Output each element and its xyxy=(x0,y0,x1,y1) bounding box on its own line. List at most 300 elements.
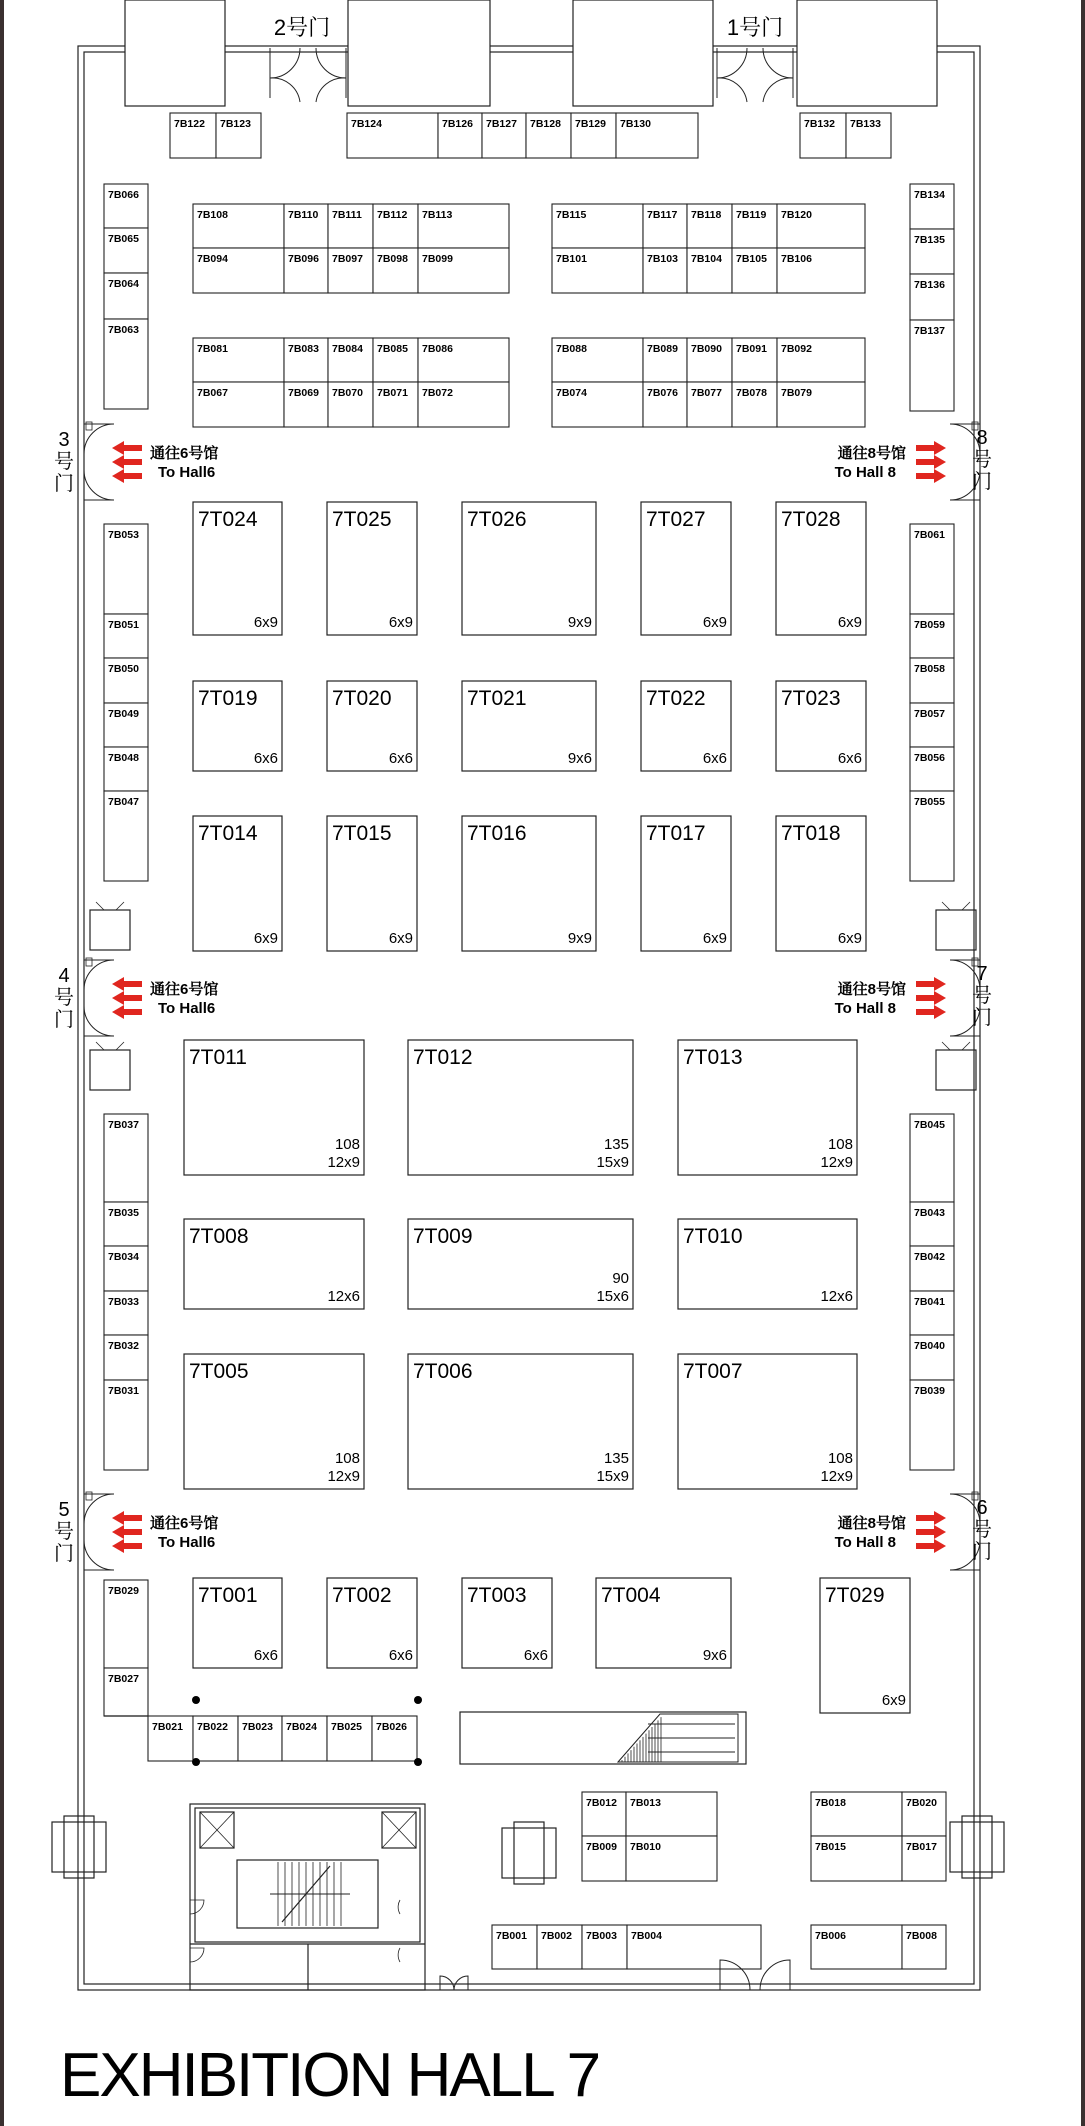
booth-7B055[interactable] xyxy=(910,791,954,881)
booth-label: 7B134 xyxy=(914,189,945,201)
booth-7T028[interactable] xyxy=(776,502,866,635)
booth-7T014[interactable] xyxy=(193,816,282,951)
booth-id: 7T027 xyxy=(646,508,706,531)
booth-label: 7B008 xyxy=(906,1930,937,1942)
svg-text:门: 门 xyxy=(972,471,992,493)
booth-size: 6x9 xyxy=(253,930,278,947)
booth-7B096[interactable] xyxy=(284,248,328,293)
booth-7B048[interactable] xyxy=(104,747,148,791)
booth-label: 7B101 xyxy=(556,253,587,265)
booth-7B059[interactable] xyxy=(910,614,954,658)
booth-size: 15x9 xyxy=(596,1154,629,1171)
booth-7B113[interactable] xyxy=(418,204,509,248)
booth-size: 6x9 xyxy=(702,930,727,947)
booth-label: 7B057 xyxy=(914,708,945,720)
booth-7T029[interactable] xyxy=(820,1578,910,1713)
booth-7B106[interactable] xyxy=(777,248,865,293)
booth-label: 7B001 xyxy=(496,1930,527,1942)
booth-7B045[interactable] xyxy=(910,1114,954,1202)
booth-7T023[interactable] xyxy=(776,681,866,771)
booth-7B094[interactable] xyxy=(193,248,284,293)
booth-label: 7B127 xyxy=(486,118,517,130)
svg-text:门: 门 xyxy=(54,1543,74,1565)
hall-title: EXHIBITION HALL 7 xyxy=(60,2041,600,2110)
booth-7B077[interactable] xyxy=(687,382,732,427)
escalator-icon xyxy=(618,1714,738,1762)
booth-7B110[interactable] xyxy=(284,204,328,248)
booth-7T025[interactable] xyxy=(327,502,417,635)
booth-7B033[interactable] xyxy=(104,1291,148,1335)
booth-7B074[interactable] xyxy=(552,382,643,427)
booth-7B119[interactable] xyxy=(732,204,777,248)
door-mark xyxy=(96,1042,104,1050)
door-1-label: 1号门 xyxy=(726,15,784,40)
booth-7B104[interactable] xyxy=(687,248,732,293)
booth-7T017[interactable] xyxy=(641,816,731,951)
booth-label: 7B090 xyxy=(691,343,722,355)
booth-7B126[interactable] xyxy=(438,113,482,158)
booth-7T006[interactable] xyxy=(408,1354,633,1489)
booth-size: 12x9 xyxy=(820,1468,853,1485)
booth-label: 7B055 xyxy=(914,796,945,808)
booth-7B076[interactable] xyxy=(643,382,687,427)
booth-7B084[interactable] xyxy=(328,338,373,382)
booth-size: 6x9 xyxy=(388,614,413,631)
booth-size: 9x9 xyxy=(567,930,592,947)
booth-7B061[interactable] xyxy=(910,524,954,614)
booth-label: 7B023 xyxy=(242,1721,273,1733)
booth-7B058[interactable] xyxy=(910,658,954,703)
booth-7B053[interactable] xyxy=(104,524,148,614)
booth-label: 7B112 xyxy=(377,209,408,221)
booth-label: 7B035 xyxy=(108,1207,139,1219)
booth-size: 6x9 xyxy=(388,930,413,947)
booth-7T007[interactable] xyxy=(678,1354,857,1489)
booth-7B101[interactable] xyxy=(552,248,643,293)
service-box xyxy=(90,910,130,950)
booth-7B117[interactable] xyxy=(643,204,687,248)
booth-label: 7B076 xyxy=(647,387,678,399)
booth-7T018[interactable] xyxy=(776,816,866,951)
door-arc xyxy=(398,1948,400,1962)
booth-label: 7B108 xyxy=(197,209,228,221)
booth-size: 12x9 xyxy=(327,1468,360,1485)
booth-id: 7T025 xyxy=(332,508,392,531)
entry-box xyxy=(502,1828,556,1878)
booth-label: 7B049 xyxy=(108,708,139,720)
booth-label: 7B042 xyxy=(914,1251,945,1263)
booth-7T019[interactable] xyxy=(193,681,282,771)
svg-text:8: 8 xyxy=(976,427,988,449)
booth-size: 6x6 xyxy=(523,1647,548,1664)
booth-7T005[interactable] xyxy=(184,1354,364,1489)
booth-label: 7B067 xyxy=(197,387,228,399)
booth-7B042[interactable] xyxy=(910,1246,954,1291)
svg-text:门: 门 xyxy=(972,1007,992,1029)
booth-label: 7B133 xyxy=(850,118,881,130)
booth-label: 7B117 xyxy=(647,209,678,221)
booth-7B025[interactable] xyxy=(327,1716,372,1761)
booth-7B013[interactable] xyxy=(626,1792,717,1836)
service-box xyxy=(90,1050,130,1090)
booth-7B035[interactable] xyxy=(104,1202,148,1246)
booth-size: 12x6 xyxy=(820,1288,853,1305)
booth-7B008[interactable] xyxy=(902,1925,946,1969)
booth-7B027[interactable] xyxy=(104,1668,148,1716)
to-hall8-cn: 通往8号馆 xyxy=(837,445,906,462)
booth-label: 7B126 xyxy=(442,118,473,130)
booth-7B091[interactable] xyxy=(732,338,777,382)
booth-7B067[interactable] xyxy=(193,382,284,427)
booth-label: 7B010 xyxy=(630,1841,661,1853)
booth-7B124[interactable] xyxy=(347,113,438,158)
svg-text:号: 号 xyxy=(54,1521,74,1543)
booth-id: 7T020 xyxy=(332,687,392,710)
booth-7B023[interactable] xyxy=(238,1716,282,1761)
booth-7T008[interactable] xyxy=(184,1219,364,1309)
booth-label: 7B025 xyxy=(331,1721,362,1733)
booth-id: 7T026 xyxy=(467,508,527,531)
booth-7B127[interactable] xyxy=(482,113,526,158)
booth-id: 7T001 xyxy=(198,1584,258,1607)
booth-7B032[interactable] xyxy=(104,1335,148,1380)
booth-label: 7B066 xyxy=(108,189,139,201)
booth-label: 7B003 xyxy=(586,1930,617,1942)
booth-7B105[interactable] xyxy=(732,248,777,293)
svg-text:门: 门 xyxy=(972,1541,992,1563)
booth-id: 7T028 xyxy=(781,508,841,531)
svg-text:3: 3 xyxy=(58,429,70,451)
booth-size: 6x6 xyxy=(253,750,278,767)
booth-7B122[interactable] xyxy=(170,113,216,158)
booth-label: 7B034 xyxy=(108,1251,139,1263)
booth-7B092[interactable] xyxy=(777,338,865,382)
booth-7B026[interactable] xyxy=(372,1716,417,1761)
booth-7B081[interactable] xyxy=(193,338,284,382)
booth-7B031[interactable] xyxy=(104,1380,148,1470)
booth-7B020[interactable] xyxy=(902,1792,946,1836)
svg-text:号: 号 xyxy=(972,449,992,471)
booth-7B001[interactable] xyxy=(492,1925,537,1969)
booth-size: 15x6 xyxy=(596,1288,629,1305)
booth-id: 7T006 xyxy=(413,1360,473,1383)
booth-id: 7T010 xyxy=(683,1225,743,1248)
arrow-to-hall8 xyxy=(916,977,946,1019)
booth-7B088[interactable] xyxy=(552,338,643,382)
booth-7B135[interactable] xyxy=(910,229,954,274)
booth-7B097[interactable] xyxy=(328,248,373,293)
booth-label: 7B064 xyxy=(108,278,139,290)
booth-7B015[interactable] xyxy=(811,1836,902,1881)
booth-size: 6x9 xyxy=(837,614,862,631)
booth-label: 7B065 xyxy=(108,233,139,245)
booth-7B089[interactable] xyxy=(643,338,687,382)
booth-label: 7B106 xyxy=(781,253,812,265)
booth-7B003[interactable] xyxy=(582,1925,627,1969)
column-dot xyxy=(414,1696,422,1704)
booth-7B012[interactable] xyxy=(582,1792,626,1836)
booth-7B085[interactable] xyxy=(373,338,418,382)
booth-7B090[interactable] xyxy=(687,338,732,382)
entry-box-inner xyxy=(962,1816,992,1878)
booth-id: 7T013 xyxy=(683,1046,743,1069)
booth-7B120[interactable] xyxy=(777,204,865,248)
booth-7B115[interactable] xyxy=(552,204,643,248)
stair-core-inner xyxy=(195,1808,420,1942)
svg-text:号: 号 xyxy=(972,1519,992,1541)
to-hall6-en: To Hall6 xyxy=(158,1000,216,1017)
booth-7B004[interactable] xyxy=(627,1925,761,1969)
to-hall6-cn: 通往6号馆 xyxy=(150,981,219,998)
booth-7B002[interactable] xyxy=(537,1925,582,1969)
booth-7B112[interactable] xyxy=(373,204,418,248)
booth-7B083[interactable] xyxy=(284,338,328,382)
booth-size: 9x9 xyxy=(567,614,592,631)
booth-id: 7T003 xyxy=(467,1584,527,1607)
booth-7B132[interactable] xyxy=(800,113,846,158)
booth-7B134[interactable] xyxy=(910,184,954,229)
booth-7B069[interactable] xyxy=(284,382,328,427)
booth-id: 7T002 xyxy=(332,1584,392,1607)
booth-7B022[interactable] xyxy=(193,1716,238,1761)
booth-area: 108 xyxy=(827,1450,853,1467)
door-arc xyxy=(398,1900,400,1914)
booth-label: 7B061 xyxy=(914,529,945,541)
booth-label: 7B105 xyxy=(736,253,767,265)
booth-7B070[interactable] xyxy=(328,382,373,427)
booth-label: 7B098 xyxy=(377,253,408,265)
booth-label: 7B017 xyxy=(906,1841,937,1853)
door-mark xyxy=(116,902,124,910)
booth-7B047[interactable] xyxy=(104,791,148,881)
booth-7T010[interactable] xyxy=(678,1219,857,1309)
booth-7B078[interactable] xyxy=(732,382,777,427)
booth-label: 7B070 xyxy=(332,387,363,399)
to-hall8-en: To Hall 8 xyxy=(834,1000,896,1017)
booth-7B118[interactable] xyxy=(687,204,732,248)
booth-label: 7B037 xyxy=(108,1119,139,1131)
to-hall8-en: To Hall 8 xyxy=(834,464,896,481)
arrow-to-hall6 xyxy=(112,977,142,1019)
service-box xyxy=(936,1050,976,1090)
booth-7B034[interactable] xyxy=(104,1246,148,1291)
door-2-swing xyxy=(270,48,346,102)
booth-id: 7T029 xyxy=(825,1584,885,1607)
booth-7B108[interactable] xyxy=(193,204,284,248)
booth-7B057[interactable] xyxy=(910,703,954,747)
booth-area: 135 xyxy=(603,1450,629,1467)
booth-7T004[interactable] xyxy=(596,1578,731,1668)
booth-7B130[interactable] xyxy=(616,113,698,158)
door-mark xyxy=(962,902,970,910)
booth-id: 7T016 xyxy=(467,822,527,845)
booth-id: 7T008 xyxy=(189,1225,249,1248)
booth-id: 7T005 xyxy=(189,1360,249,1383)
booth-7T015[interactable] xyxy=(327,816,417,951)
booth-7B123[interactable] xyxy=(216,113,261,158)
booth-7B050[interactable] xyxy=(104,658,148,703)
booth-7B128[interactable] xyxy=(526,113,571,158)
booth-id: 7T018 xyxy=(781,822,841,845)
booth-label: 7B058 xyxy=(914,663,945,675)
booth-7T012[interactable] xyxy=(408,1040,633,1175)
to-hall6-en: To Hall6 xyxy=(158,464,216,481)
booth-7B099[interactable] xyxy=(418,248,509,293)
booth-id: 7T012 xyxy=(413,1046,473,1069)
booth-7B018[interactable] xyxy=(811,1792,902,1836)
svg-text:号: 号 xyxy=(972,985,992,1007)
staircase-icon xyxy=(270,1862,350,1926)
booth-label: 7B122 xyxy=(174,118,205,130)
booth-7B136[interactable] xyxy=(910,274,954,320)
booth-7B063[interactable] xyxy=(104,319,148,409)
svg-text:7: 7 xyxy=(976,963,988,985)
booth-7B049[interactable] xyxy=(104,703,148,747)
booth-7B065[interactable] xyxy=(104,228,148,273)
booth-7B039[interactable] xyxy=(910,1380,954,1470)
booth-label: 7B083 xyxy=(288,343,319,355)
door-arc xyxy=(190,1900,204,1914)
booth-area: 90 xyxy=(612,1270,629,1287)
door-mark xyxy=(116,1042,124,1050)
booth-label: 7B026 xyxy=(376,1721,407,1733)
booth-label: 7B119 xyxy=(736,209,767,221)
entry-box-inner xyxy=(514,1822,544,1884)
booth-size: 6x6 xyxy=(253,1647,278,1664)
booth-7B071[interactable] xyxy=(373,382,418,427)
booth-7T021[interactable] xyxy=(462,681,596,771)
booth-size: 15x9 xyxy=(596,1468,629,1485)
booth-label: 7B063 xyxy=(108,324,139,336)
booth-7B009[interactable] xyxy=(582,1836,626,1881)
booth-7T011[interactable] xyxy=(184,1040,364,1175)
entry-box xyxy=(52,1822,106,1872)
door-2-label: 2号门 xyxy=(273,15,331,40)
booth-7B010[interactable] xyxy=(626,1836,717,1881)
booth-7B040[interactable] xyxy=(910,1335,954,1380)
svg-text:4: 4 xyxy=(58,965,70,987)
entrance-block xyxy=(125,0,225,106)
door-mark xyxy=(962,1042,970,1050)
booth-size: 12x6 xyxy=(327,1288,360,1305)
booth-label: 7B022 xyxy=(197,1721,228,1733)
booth-7B098[interactable] xyxy=(373,248,418,293)
booth-label: 7B032 xyxy=(108,1340,139,1352)
booth-7T027[interactable] xyxy=(641,502,731,635)
booth-label: 7B078 xyxy=(736,387,767,399)
booth-area: 108 xyxy=(827,1136,853,1153)
entrance-block xyxy=(573,0,713,106)
booth-7B133[interactable] xyxy=(846,113,891,158)
booth-7B017[interactable] xyxy=(902,1836,946,1881)
booth-7T026[interactable] xyxy=(462,502,596,635)
door-3-swing xyxy=(84,422,114,502)
booth-label: 7B136 xyxy=(914,279,945,291)
booth-label: 7B077 xyxy=(691,387,722,399)
booth-7T001[interactable] xyxy=(193,1578,282,1668)
booth-label: 7B041 xyxy=(914,1296,945,1308)
booth-label: 7B088 xyxy=(556,343,587,355)
booth-label: 7B047 xyxy=(108,796,139,808)
booth-7B043[interactable] xyxy=(910,1202,954,1246)
booth-7T013[interactable] xyxy=(678,1040,857,1175)
service-box xyxy=(936,910,976,950)
booth-7B041[interactable] xyxy=(910,1291,954,1335)
booth-label: 7B018 xyxy=(815,1797,846,1809)
booth-label: 7B053 xyxy=(108,529,139,541)
booth-7T020[interactable] xyxy=(327,681,417,771)
booth-7B066[interactable] xyxy=(104,184,148,228)
entry-box-inner xyxy=(64,1816,94,1878)
to-hall6-en: To Hall6 xyxy=(158,1534,216,1551)
arrow-to-hall6 xyxy=(112,1511,142,1553)
door-3-label xyxy=(54,429,74,495)
booth-id: 7T014 xyxy=(198,822,258,845)
booth-7B021[interactable] xyxy=(148,1716,193,1761)
entry-box xyxy=(950,1822,1004,1872)
booth-label: 7B097 xyxy=(332,253,363,265)
booth-label: 7B124 xyxy=(351,118,382,130)
booth-label: 7B086 xyxy=(422,343,453,355)
booth-id: 7T022 xyxy=(646,687,706,710)
booth-7B024[interactable] xyxy=(282,1716,327,1761)
arrow-to-hall8 xyxy=(916,1511,946,1553)
booth-label: 7B072 xyxy=(422,387,453,399)
booth-7T022[interactable] xyxy=(641,681,731,771)
booth-7B029[interactable] xyxy=(104,1580,148,1668)
door-arc xyxy=(190,1948,204,1962)
booth-7B006[interactable] xyxy=(811,1925,902,1969)
booth-id: 7T024 xyxy=(198,508,258,531)
booth-7B051[interactable] xyxy=(104,614,148,658)
booth-7B103[interactable] xyxy=(643,248,687,293)
booth-7B111[interactable] xyxy=(328,204,373,248)
svg-text:6: 6 xyxy=(976,1497,988,1519)
booth-label: 7B051 xyxy=(108,619,139,631)
booth-label: 7B029 xyxy=(108,1585,139,1597)
booth-size: 6x9 xyxy=(702,614,727,631)
booth-label: 7B074 xyxy=(556,387,587,399)
booth-size: 9x6 xyxy=(702,1647,727,1664)
booth-7B137[interactable] xyxy=(910,320,954,411)
column-dot xyxy=(414,1758,422,1766)
booth-7T024[interactable] xyxy=(193,502,282,635)
booth-label: 7B104 xyxy=(691,253,722,265)
arrow-to-hall8 xyxy=(916,441,946,483)
booth-7T009[interactable] xyxy=(408,1219,633,1309)
booth-size: 6x9 xyxy=(253,614,278,631)
svg-text:5: 5 xyxy=(58,1499,70,1521)
svg-text:号: 号 xyxy=(54,987,74,1009)
booth-7T002[interactable] xyxy=(327,1578,417,1668)
booth-7B129[interactable] xyxy=(571,113,616,158)
booth-7B037[interactable] xyxy=(104,1114,148,1202)
booth-7B072[interactable] xyxy=(418,382,509,427)
booth-label: 7B079 xyxy=(781,387,812,399)
booth-7B056[interactable] xyxy=(910,747,954,791)
booth-size: 12x9 xyxy=(327,1154,360,1171)
booth-7T003[interactable] xyxy=(462,1578,552,1668)
booth-7T016[interactable] xyxy=(462,816,596,951)
booth-label: 7B040 xyxy=(914,1340,945,1352)
booth-7B064[interactable] xyxy=(104,273,148,319)
booth-label: 7B043 xyxy=(914,1207,945,1219)
booth-7B079[interactable] xyxy=(777,382,865,427)
booth-label: 7B031 xyxy=(108,1385,139,1397)
booth-label: 7B123 xyxy=(220,118,251,130)
booth-7B086[interactable] xyxy=(418,338,509,382)
to-hall6-cn: 通往6号馆 xyxy=(150,1515,219,1532)
